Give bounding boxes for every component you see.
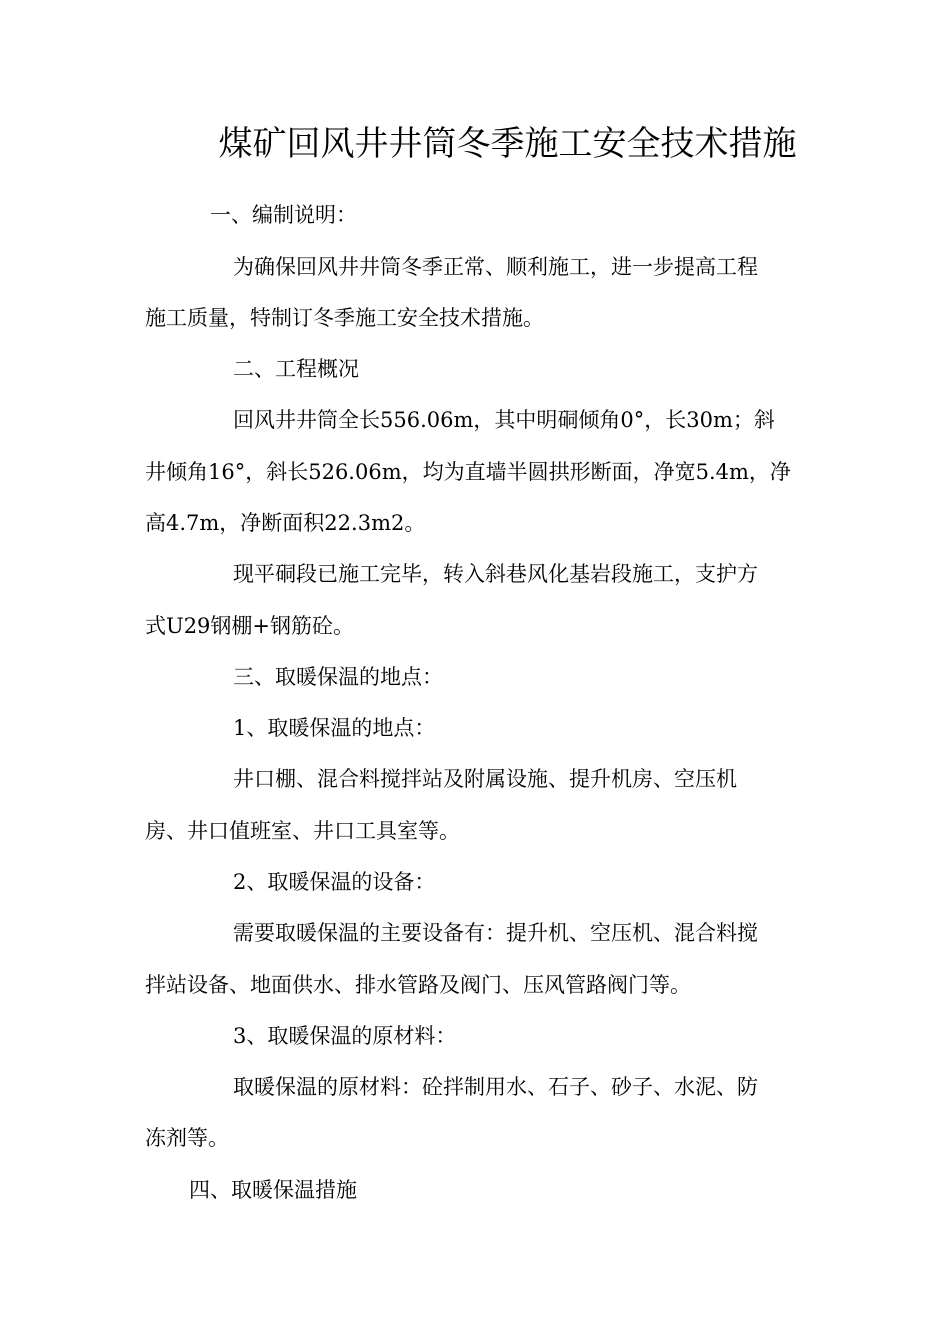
- paragraph-line: 式U29钢棚+钢筋砼。: [145, 614, 355, 638]
- paragraph-line: 冻剂等。: [145, 1126, 229, 1150]
- paragraph-line: 为确保回风井井筒冬季正常、顺利施工，进一步提高工程: [233, 255, 758, 279]
- subsection-heading: 1、取暖保温的地点：: [233, 716, 436, 740]
- paragraph-line: 施工质量，特制订冬季施工安全技术措施。: [145, 306, 544, 330]
- paragraph-line: 井口棚、混合料搅拌站及附属设施、提升机房、空压机: [233, 767, 737, 791]
- paragraph-line: 取暖保温的原材料：砼拌制用水、石子、砂子、水泥、防: [233, 1075, 758, 1099]
- paragraph-line: 高4.7m，净断面积22.3m2。: [145, 511, 426, 535]
- paragraph-line: 需要取暖保温的主要设备有：提升机、空压机、混合料搅: [233, 921, 758, 945]
- subsection-heading: 2、取暖保温的设备：: [233, 870, 436, 894]
- section-heading-1: 一、编制说明：: [210, 203, 357, 227]
- paragraph-line: 井倾角16°，斜长526.06m，均为直墙半圆拱形断面，净宽5.4m，净: [145, 460, 791, 484]
- section-heading-2: 二、工程概况: [233, 357, 359, 381]
- section-heading-4: 四、取暖保温措施: [189, 1178, 357, 1202]
- paragraph-line: 现平硐段已施工完毕，转入斜巷风化基岩段施工，支护方: [233, 562, 758, 586]
- paragraph-line: 回风井井筒全长556.06m，其中明硐倾角0°，长30m；斜: [233, 408, 775, 432]
- paragraph-line: 房、井口值班室、井口工具室等。: [145, 819, 460, 843]
- subsection-heading: 3、取暖保温的原材料：: [233, 1024, 457, 1048]
- document-title: 煤矿回风井井筒冬季施工安全技术措施: [218, 124, 797, 164]
- section-heading-3: 三、取暖保温的地点：: [233, 665, 443, 689]
- paragraph-line: 拌站设备、地面供水、排水管路及阀门、压风管路阀门等。: [145, 973, 691, 997]
